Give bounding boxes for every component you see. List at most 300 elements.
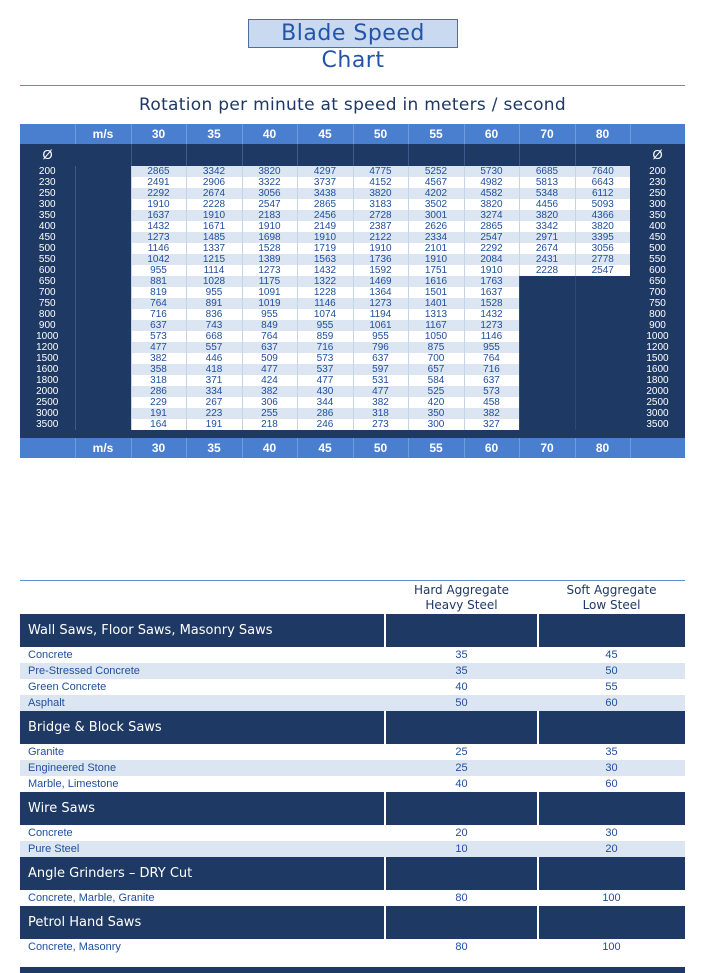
ms-column-cell xyxy=(75,232,131,243)
rpm-value: 300 xyxy=(408,419,464,430)
table-row xyxy=(20,232,685,243)
rpm-value: 584 xyxy=(408,375,464,386)
rpm-value: 4982 xyxy=(464,177,519,188)
rpm-value: 318 xyxy=(353,408,408,419)
rpm-value: 1910 xyxy=(408,254,464,265)
speed-header-cell: 55 xyxy=(408,124,464,144)
rpm-value: 509 xyxy=(242,353,297,364)
rpm-value: 267 xyxy=(186,397,242,408)
ms-label: m/s xyxy=(75,438,131,458)
table-row xyxy=(20,320,685,331)
diameter-cell: 1000 xyxy=(630,331,685,342)
diameter-symbol: Ø xyxy=(20,144,75,166)
page-title: Blade Speed Chart xyxy=(248,19,458,48)
rpm-value: 382 xyxy=(242,386,297,397)
ms-column-cell xyxy=(75,309,131,320)
hard-aggregate-value: 20 xyxy=(385,825,538,841)
ms-column-cell xyxy=(75,265,131,276)
rpm-value: 1273 xyxy=(464,320,519,331)
rpm-value: 477 xyxy=(242,364,297,375)
hard-aggregate-value: 35 xyxy=(385,647,538,663)
empty-cell xyxy=(575,298,630,309)
section-title: Wire Saws xyxy=(20,792,385,825)
ms-column-cell xyxy=(75,397,131,408)
ms-column-cell xyxy=(75,419,131,430)
rpm-value: 2547 xyxy=(242,199,297,210)
hard-aggregate-header xyxy=(385,581,538,615)
section-cell xyxy=(385,711,538,744)
empty-cell xyxy=(575,309,630,320)
table-row xyxy=(20,210,685,221)
ms-column-cell xyxy=(75,331,131,342)
rpm-value: 344 xyxy=(297,397,353,408)
symbol-row-cell xyxy=(464,144,519,166)
section-cell xyxy=(538,857,685,890)
rpm-value: 2865 xyxy=(297,199,353,210)
rpm-value: 6685 xyxy=(519,166,575,177)
table-row xyxy=(20,375,685,386)
ms-column-cell xyxy=(75,298,131,309)
table-row xyxy=(20,353,685,364)
rpm-value: 3183 xyxy=(353,199,408,210)
rpm-value: 3342 xyxy=(186,166,242,177)
diameter-cell: 500 xyxy=(630,243,685,254)
rpm-value: 2728 xyxy=(353,210,408,221)
rpm-value: 1061 xyxy=(353,320,408,331)
rpm-value: 229 xyxy=(131,397,186,408)
rpm-value: 716 xyxy=(131,309,186,320)
speed-header-cell: 80 xyxy=(575,124,630,144)
material-row xyxy=(20,939,685,955)
rpm-value: 637 xyxy=(464,375,519,386)
rpm-value: 1469 xyxy=(353,276,408,287)
rpm-value: 1501 xyxy=(408,287,464,298)
rpm-value: 531 xyxy=(353,375,408,386)
soft-aggregate-label: Soft Aggregate xyxy=(566,583,657,597)
material-name: Engineered Stone xyxy=(20,760,385,776)
table-row xyxy=(20,386,685,397)
empty-cell xyxy=(575,342,630,353)
rpm-value: 2547 xyxy=(464,232,519,243)
rpm-value: 2149 xyxy=(297,221,353,232)
empty-cell xyxy=(575,364,630,375)
rpm-value: 477 xyxy=(131,342,186,353)
rpm-value: 1175 xyxy=(242,276,297,287)
material-row xyxy=(20,647,685,663)
rpm-value: 4582 xyxy=(464,188,519,199)
symbol-row-cell xyxy=(408,144,464,166)
empty-cell xyxy=(519,375,575,386)
diameter-cell: 450 xyxy=(20,232,75,243)
rpm-value: 218 xyxy=(242,419,297,430)
empty-cell xyxy=(575,386,630,397)
hard-aggregate-value: 50 xyxy=(385,695,538,711)
diameter-cell: 3500 xyxy=(20,419,75,430)
ms-column-cell xyxy=(75,199,131,210)
diameter-cell: 3000 xyxy=(630,408,685,419)
rpm-value: 164 xyxy=(131,419,186,430)
diameter-cell: 650 xyxy=(20,276,75,287)
speed-header-cell: 40 xyxy=(242,438,297,458)
empty-cell xyxy=(519,364,575,375)
rpm-value: 1432 xyxy=(297,265,353,276)
divider xyxy=(20,85,685,86)
rpm-value: 255 xyxy=(242,408,297,419)
section-header xyxy=(20,857,685,890)
material-name: Concrete, Marble, Granite xyxy=(20,890,385,906)
rpm-value: 955 xyxy=(353,331,408,342)
rpm-value: 1637 xyxy=(131,210,186,221)
rpm-value: 3342 xyxy=(519,221,575,232)
rpm-value: 4775 xyxy=(353,166,408,177)
diameter-cell: 750 xyxy=(630,298,685,309)
diameter-symbol: Ø xyxy=(630,144,685,166)
section-header xyxy=(20,906,685,939)
speed-header-cell: 50 xyxy=(353,438,408,458)
rpm-value: 3820 xyxy=(519,210,575,221)
material-row xyxy=(20,744,685,760)
empty-cell xyxy=(519,342,575,353)
empty-cell xyxy=(575,331,630,342)
rpm-value: 716 xyxy=(464,364,519,375)
ms-column-cell xyxy=(75,276,131,287)
rpm-value: 1050 xyxy=(408,331,464,342)
rpm-value: 5348 xyxy=(519,188,575,199)
spacer-cell xyxy=(630,430,685,438)
rpm-value: 637 xyxy=(242,342,297,353)
rpm-value: 3438 xyxy=(297,188,353,199)
rpm-value: 371 xyxy=(186,375,242,386)
spacer-cell xyxy=(464,430,519,438)
rpm-value: 1389 xyxy=(242,254,297,265)
section-cell xyxy=(538,614,685,647)
header-spacer xyxy=(20,438,75,458)
rpm-value: 2431 xyxy=(519,254,575,265)
speed-header-cell: 45 xyxy=(297,124,353,144)
aggregate-header-row xyxy=(20,581,685,615)
rpm-value: 1910 xyxy=(297,232,353,243)
empty-cell xyxy=(519,309,575,320)
diameter-cell: 550 xyxy=(20,254,75,265)
rpm-value: 382 xyxy=(131,353,186,364)
rpm-value: 955 xyxy=(464,342,519,353)
rpm-value: 764 xyxy=(242,331,297,342)
rpm-value: 1432 xyxy=(131,221,186,232)
diameter-cell: 300 xyxy=(630,199,685,210)
symbol-row-cell xyxy=(519,144,575,166)
diameter-cell: 400 xyxy=(630,221,685,232)
empty-cell xyxy=(519,276,575,287)
diameter-symbol-row xyxy=(20,144,685,166)
rpm-value: 4202 xyxy=(408,188,464,199)
header-spacer xyxy=(630,438,685,458)
soft-aggregate-value: 20 xyxy=(538,841,685,857)
material-row xyxy=(20,890,685,906)
rpm-value: 891 xyxy=(186,298,242,309)
soft-aggregate-value: 50 xyxy=(538,663,685,679)
empty-cell xyxy=(575,276,630,287)
rpm-value: 4152 xyxy=(353,177,408,188)
material-row xyxy=(20,776,685,792)
rpm-value: 6112 xyxy=(575,188,630,199)
diameter-cell: 400 xyxy=(20,221,75,232)
rpm-value: 2865 xyxy=(464,221,519,232)
rpm-value: 1910 xyxy=(242,221,297,232)
rpm-value: 2292 xyxy=(464,243,519,254)
ms-column-cell xyxy=(75,353,131,364)
empty-cell xyxy=(575,320,630,331)
table-row xyxy=(20,188,685,199)
blade-speed-table xyxy=(20,124,685,458)
hard-aggregate-value: 25 xyxy=(385,744,538,760)
rpm-value: 3820 xyxy=(575,221,630,232)
diameter-cell: 200 xyxy=(20,166,75,177)
diameter-cell: 500 xyxy=(20,243,75,254)
rpm-value: 1671 xyxy=(186,221,242,232)
hard-aggregate-value: 25 xyxy=(385,760,538,776)
soft-aggregate-value: 30 xyxy=(538,825,685,841)
diameter-cell: 230 xyxy=(630,177,685,188)
rpm-value: 3056 xyxy=(575,243,630,254)
rpm-value: 4297 xyxy=(297,166,353,177)
hard-aggregate-value: 80 xyxy=(385,890,538,906)
rpm-value: 2674 xyxy=(519,243,575,254)
rpm-value: 573 xyxy=(131,331,186,342)
section-title: Petrol Hand Saws xyxy=(20,906,385,939)
material-name: Concrete xyxy=(20,825,385,841)
section-cell xyxy=(538,792,685,825)
spacer-cell xyxy=(75,430,131,438)
diameter-cell: 200 xyxy=(630,166,685,177)
table-row xyxy=(20,221,685,232)
spacer-cell xyxy=(297,430,353,438)
rpm-value: 3056 xyxy=(242,188,297,199)
spacer-row xyxy=(20,430,685,438)
diameter-cell: 2000 xyxy=(20,386,75,397)
table-row xyxy=(20,419,685,430)
diameter-cell: 900 xyxy=(20,320,75,331)
ms-column-cell xyxy=(75,210,131,221)
symbol-row-cell xyxy=(575,144,630,166)
section-cell xyxy=(538,711,685,744)
rpm-value: 350 xyxy=(408,408,464,419)
rpm-value: 5252 xyxy=(408,166,464,177)
symbol-row-cell xyxy=(131,144,186,166)
rpm-value: 1091 xyxy=(242,287,297,298)
rpm-value: 5813 xyxy=(519,177,575,188)
ms-column-cell xyxy=(75,408,131,419)
rpm-value: 358 xyxy=(131,364,186,375)
rpm-value: 2183 xyxy=(242,210,297,221)
table-row xyxy=(20,309,685,320)
rpm-value: 764 xyxy=(131,298,186,309)
rpm-value: 573 xyxy=(297,353,353,364)
rpm-value: 1528 xyxy=(242,243,297,254)
rpm-value: 1719 xyxy=(297,243,353,254)
rpm-value: 3820 xyxy=(242,166,297,177)
table-row xyxy=(20,408,685,419)
rpm-value: 2971 xyxy=(519,232,575,243)
header-spacer xyxy=(630,124,685,144)
rpm-value: 637 xyxy=(131,320,186,331)
rpm-value: 3274 xyxy=(464,210,519,221)
spacer-cell xyxy=(353,430,408,438)
ms-column-cell xyxy=(75,254,131,265)
diameter-cell: 1200 xyxy=(20,342,75,353)
empty-cell xyxy=(519,331,575,342)
ms-label: m/s xyxy=(75,124,131,144)
table-row xyxy=(20,199,685,210)
speed-header-cell: 70 xyxy=(519,438,575,458)
rpm-value: 1337 xyxy=(186,243,242,254)
diameter-cell: 1000 xyxy=(20,331,75,342)
empty-cell xyxy=(519,419,575,430)
rpm-value: 3001 xyxy=(408,210,464,221)
rpm-value: 3395 xyxy=(575,232,630,243)
section-title: Bridge & Block Saws xyxy=(20,711,385,744)
rpm-value: 446 xyxy=(186,353,242,364)
symbol-row-cell xyxy=(242,144,297,166)
section-cell xyxy=(385,857,538,890)
symbol-row-cell xyxy=(297,144,353,166)
heavy-steel-label: Heavy Steel xyxy=(425,598,498,612)
rpm-value: 327 xyxy=(464,419,519,430)
rpm-value: 1616 xyxy=(408,276,464,287)
section-cell xyxy=(385,614,538,647)
rpm-value: 4366 xyxy=(575,210,630,221)
speed-header-cell: 40 xyxy=(242,124,297,144)
rpm-value: 1074 xyxy=(297,309,353,320)
rpm-value: 1273 xyxy=(242,265,297,276)
material-row xyxy=(20,679,685,695)
table-row xyxy=(20,177,685,188)
speed-header-cell: 70 xyxy=(519,124,575,144)
soft-aggregate-header xyxy=(538,581,685,615)
empty-cell xyxy=(575,375,630,386)
rpm-value: 477 xyxy=(353,386,408,397)
ms-column-cell xyxy=(75,177,131,188)
material-name: Green Concrete xyxy=(20,679,385,695)
empty-cell xyxy=(575,287,630,298)
rpm-value: 382 xyxy=(464,408,519,419)
rpm-value: 1194 xyxy=(353,309,408,320)
rpm-value: 4567 xyxy=(408,177,464,188)
empty-cell xyxy=(519,320,575,331)
diameter-cell: 750 xyxy=(20,298,75,309)
rpm-value: 477 xyxy=(297,375,353,386)
rpm-value: 1146 xyxy=(464,331,519,342)
rpm-value: 2906 xyxy=(186,177,242,188)
rpm-value: 557 xyxy=(186,342,242,353)
material-row xyxy=(20,760,685,776)
rpm-value: 955 xyxy=(131,265,186,276)
soft-aggregate-value: 55 xyxy=(538,679,685,695)
ms-column-cell xyxy=(75,188,131,199)
section-title: Wall Saws, Floor Saws, Masonry Saws xyxy=(20,614,385,647)
rpm-value: 1313 xyxy=(408,309,464,320)
rpm-value: 6643 xyxy=(575,177,630,188)
diameter-cell: 2500 xyxy=(630,397,685,408)
rpm-value: 2084 xyxy=(464,254,519,265)
empty-cell xyxy=(519,353,575,364)
table-row xyxy=(20,287,685,298)
spacer-cell xyxy=(131,430,186,438)
material-name: Marble, Limestone xyxy=(20,776,385,792)
speed-header-cell: 80 xyxy=(575,438,630,458)
table-row xyxy=(20,397,685,408)
rpm-value: 2547 xyxy=(575,265,630,276)
speed-header-cell: 30 xyxy=(131,438,186,458)
rpm-value: 2865 xyxy=(131,166,186,177)
rpm-value: 1485 xyxy=(186,232,242,243)
table-row xyxy=(20,254,685,265)
rpm-value: 191 xyxy=(131,408,186,419)
rpm-value: 5730 xyxy=(464,166,519,177)
empty-cell xyxy=(575,419,630,430)
soft-aggregate-value: 45 xyxy=(538,647,685,663)
rpm-value: 2228 xyxy=(186,199,242,210)
soft-aggregate-value: 35 xyxy=(538,744,685,760)
low-steel-label: Low Steel xyxy=(582,598,641,612)
rpm-value: 1563 xyxy=(297,254,353,265)
speed-header-cell: 35 xyxy=(186,438,242,458)
diameter-cell: 1200 xyxy=(630,342,685,353)
diameter-cell: 250 xyxy=(20,188,75,199)
rpm-value: 881 xyxy=(131,276,186,287)
empty-cell xyxy=(575,353,630,364)
rpm-value: 819 xyxy=(131,287,186,298)
diameter-cell: 3500 xyxy=(630,419,685,430)
ms-column-cell xyxy=(75,342,131,353)
rpm-value: 743 xyxy=(186,320,242,331)
rpm-value: 334 xyxy=(186,386,242,397)
ms-column-cell xyxy=(75,320,131,331)
rpm-value: 3322 xyxy=(242,177,297,188)
rpm-value: 2122 xyxy=(353,232,408,243)
rpm-value: 573 xyxy=(464,386,519,397)
symbol-row-cell xyxy=(353,144,408,166)
rpm-value: 1401 xyxy=(408,298,464,309)
spacer-cell xyxy=(519,430,575,438)
hard-aggregate-value: 40 xyxy=(385,776,538,792)
rpm-value: 1910 xyxy=(186,210,242,221)
soft-aggregate-value: 60 xyxy=(538,776,685,792)
spacer-cell xyxy=(408,430,464,438)
rpm-value: 2778 xyxy=(575,254,630,265)
rpm-value: 2626 xyxy=(408,221,464,232)
diameter-cell: 1800 xyxy=(20,375,75,386)
rpm-value: 458 xyxy=(464,397,519,408)
spacer-cell xyxy=(186,430,242,438)
diameter-cell: 1500 xyxy=(20,353,75,364)
rpm-value: 1019 xyxy=(242,298,297,309)
spacer-cell xyxy=(20,430,75,438)
ms-column-cell xyxy=(75,287,131,298)
ms-column-cell xyxy=(75,364,131,375)
empty-cell xyxy=(519,397,575,408)
section-title: Angle Grinders – DRY Cut xyxy=(20,857,385,890)
rpm-value: 637 xyxy=(353,353,408,364)
rpm-value: 430 xyxy=(297,386,353,397)
rpm-value: 1592 xyxy=(353,265,408,276)
diameter-cell: 2500 xyxy=(20,397,75,408)
hard-aggregate-value: 10 xyxy=(385,841,538,857)
rpm-value: 796 xyxy=(353,342,408,353)
rpm-value: 4456 xyxy=(519,199,575,210)
rpm-value: 3737 xyxy=(297,177,353,188)
rpm-value: 318 xyxy=(131,375,186,386)
diameter-cell: 600 xyxy=(630,265,685,276)
